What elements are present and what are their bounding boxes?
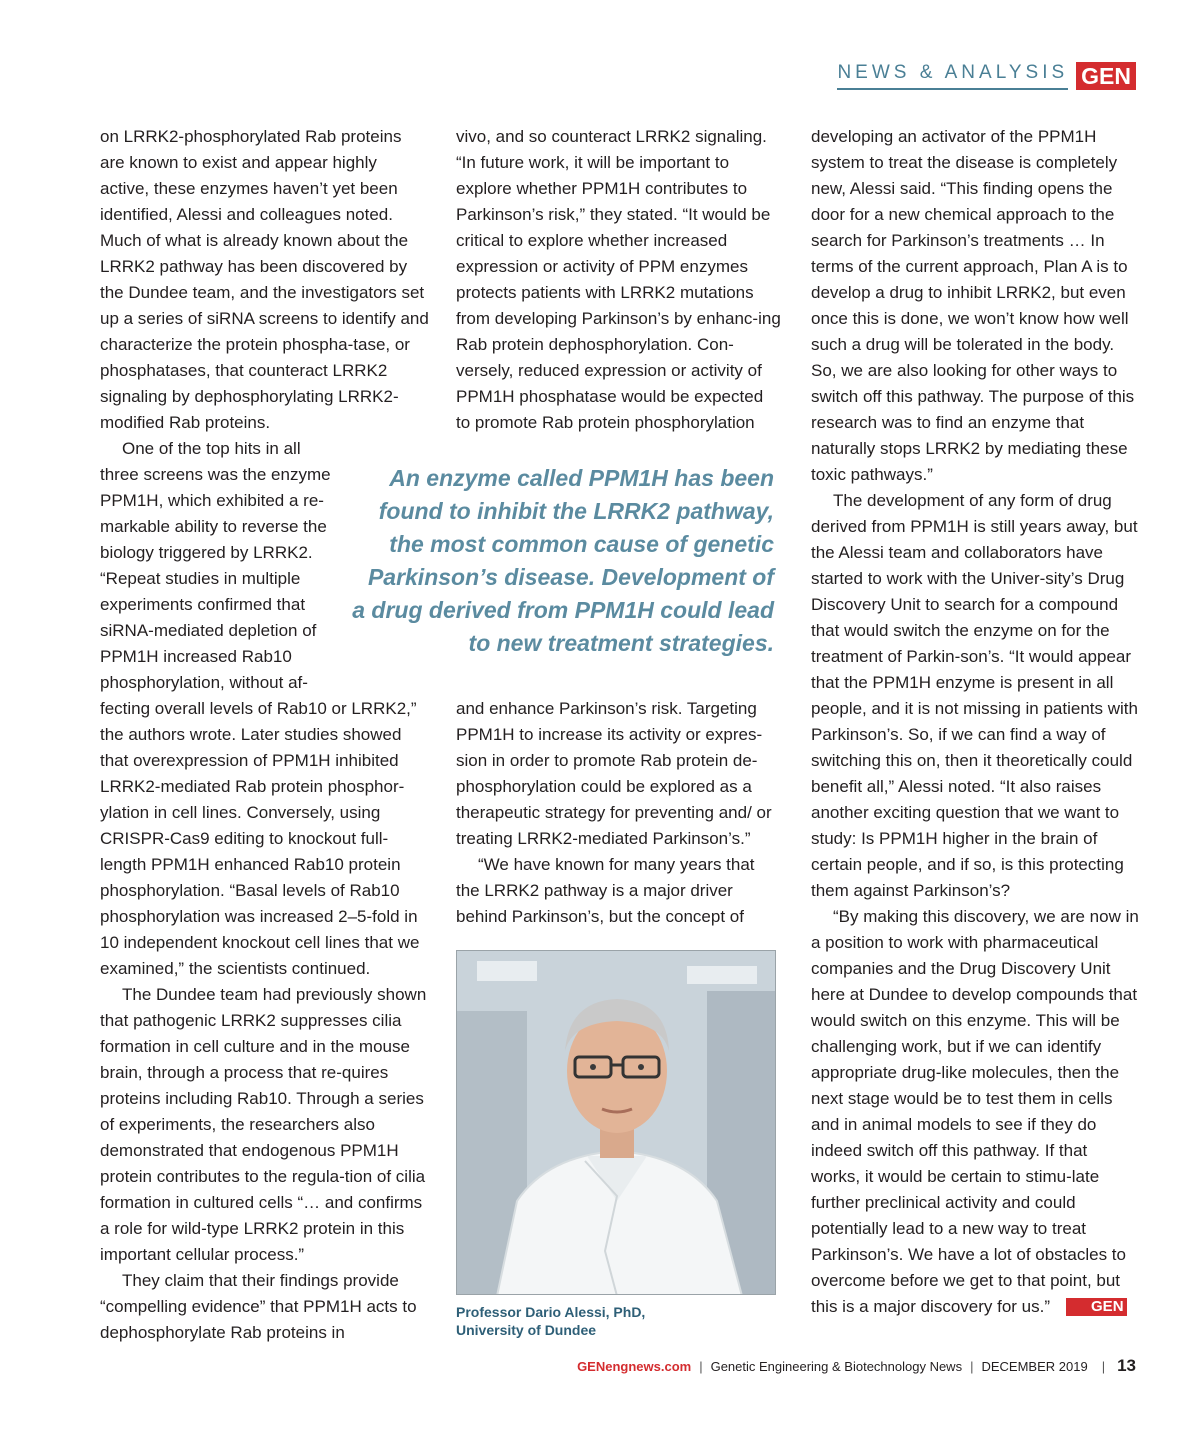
paragraph (811, 904, 1141, 1320)
paragraph: “We have known for many years that the LRRK2 pathway is a major driver behind Parkinson’s, but the concept of (456, 855, 755, 926)
column-2-bottom (456, 696, 781, 930)
caption-line: Professor Dario Alessi, PhD, (456, 1304, 646, 1320)
footer-issue: DECEMBER 2019 (981, 1358, 1088, 1374)
column-1-wrap-text (100, 436, 340, 696)
photo-caption (456, 1303, 776, 1339)
gen-logo: GEN (1076, 62, 1136, 90)
paragraph: fecting overall levels of Rab10 or LRRK2,” the authors wrote. Later studies showed that overexpression of PPM1H inhibited LRRK2-mediated Rab protein phosphor-ylation in cell lines. Conversely, using CRISPR-Cas9 editing to knockout full-length PPM1H enhanced Rab10 protein phosphorylation. “Basal levels of Rab10 phosphorylation was increased 2–5-fold in 10 independent knockout cell lines that we examined,” the scientists continued. (100, 699, 420, 978)
column-1-bottom (100, 696, 430, 1346)
footer-divider: | (699, 1358, 703, 1374)
footer-publication: Genetic Engineering & Biotechnology News (710, 1358, 963, 1374)
column-2-top (456, 124, 781, 436)
paragraph: vivo, and so counteract LRRK2 signaling. “In future work, it will be important to explore whether PPM1H contributes to Parkinson’s risk,” they stated. “It would be critical to explore whether increased expression or activity of PPM enzymes protects patients with LRRK2 mutations from developing Parkinson’s by enhanc-ing Rab protein dephosphorylation. Con-versely, reduced expression or activity of PPM1H phosphatase would be expected to promote Rab protein phosphorylation (456, 127, 781, 432)
footer-site: GENengnews.com (577, 1358, 692, 1374)
end-mark-logo: GEN (1066, 1298, 1127, 1316)
column-3 (811, 124, 1141, 1320)
paragraph: One of the top hits in all three screens was the enzyme PPM1H, which exhibited a re-markable ability to reverse the biology triggered by LRRK2. “Repeat studies in multiple experiments confirmed that siRNA-mediated depletion of PPM1H increased Rab10 phosphorylation, without af- (100, 439, 331, 692)
paragraph-text: “By making this discovery, we are now in a position to work with pharmaceutical companies and the Drug Discovery Unit here at Dundee to develop compounds that would switch on this enzyme. This will be challenging work, but if we can identify appropriate drug-like molecules, then the next stage would be to test them in cells and in animal models to see if they do indeed switch off this pathway. If that works, it would be certain to stimu-late further preclinical activity and could potentially lead to a new way to treat Parkinson’s. We have a lot of obstacles to overcome before we get to that point, but this is a major discovery for us.” (811, 907, 1139, 1316)
portrait-illustration (457, 951, 776, 1295)
page-number: 13 (1117, 1356, 1136, 1375)
column-1-top (100, 124, 430, 436)
paragraph: on LRRK2-phosphorylated Rab proteins are known to exist and appear highly active, these enzymes haven’t yet been identified, Alessi and colleagues noted. Much of what is already known about the LRRK2 pathway has been discovered by the Dundee team, and the investigators set up a series of siRNA screens to identify and characterize the protein phospha-tase, or phosphatases, that counteract LRRK2 signaling by dephosphorylating LRRK2-modified Rab proteins. (100, 127, 429, 432)
paragraph: and enhance Parkinson’s risk. Targeting PPM1H to increase its activity or expres-sion in order to promote Rab protein de-phosphorylation could be explored as a therapeutic strategy for preventing and/ or treating LRRK2-mediated Parkinson’s.” (456, 699, 772, 848)
page-header (837, 62, 1136, 90)
paragraph: The Dundee team had previously shown that pathogenic LRRK2 suppresses cilia formation in cell culture and in the mouse brain, through a process that re-quires proteins including Rab10. Through a series of experiments, the researchers also demonstrated that endogenous PPM1H protein contributes to the regula-tion of cilia formation in cultured cells “… and confirms a role for wild-type LRRK2 protein in this important cellular process.” (100, 985, 427, 1264)
paragraph: developing an activator of the PPM1H system to treat the disease is completely new, Alessi said. “This finding opens the door for a new chemical approach to the search for Parkinson’s treatments … In terms of the current approach, Plan A is to develop a drug to inhibit LRRK2, but even once this is done, we won’t know how well such a drug will be tolerated in the body. So, we are also looking for other ways to switch off this pathway. The purpose of this research was to find an enzyme that naturally stops LRRK2 by mediating these toxic pathways.” (811, 127, 1135, 484)
portrait-photo (456, 950, 776, 1295)
pull-quote: An enzyme called PPM1H has been found to inhibit the LRRK2 pathway, the most common cause of genetic Parkinson’s disease. Development of a drug derived from PPM1H could lead to new treatment strategies. (352, 465, 774, 656)
paragraph: They claim that their findings provide “compelling evidence” that PPM1H acts to dephosphorylate Rab proteins in (100, 1271, 417, 1342)
caption-line: University of Dundee (456, 1322, 597, 1338)
paragraph: The development of any form of drug derived from PPM1H is still years away, but the Alessi team and collaborators have started to work with the Univer-sity’s Drug Discovery Unit to search for a compound that would switch the enzyme on for the treatment of Parkin-son’s. “It would appear that the PPM1H enzyme is present in all people, and it is not missing in patients with Parkinson’s. So, if we can find a way of switching this on, then it theoretically could benefit all,” Alessi noted. “It also raises another exciting question that we want to study: Is PPM1H higher in the brain of certain people, and if so, is this protecting them against Parkinson’s? (811, 491, 1138, 900)
page-footer (577, 1356, 1136, 1376)
section-label: NEWS & ANALYSIS (837, 62, 1068, 90)
footer-divider: | (1101, 1358, 1106, 1374)
footer-divider: | (970, 1358, 974, 1374)
